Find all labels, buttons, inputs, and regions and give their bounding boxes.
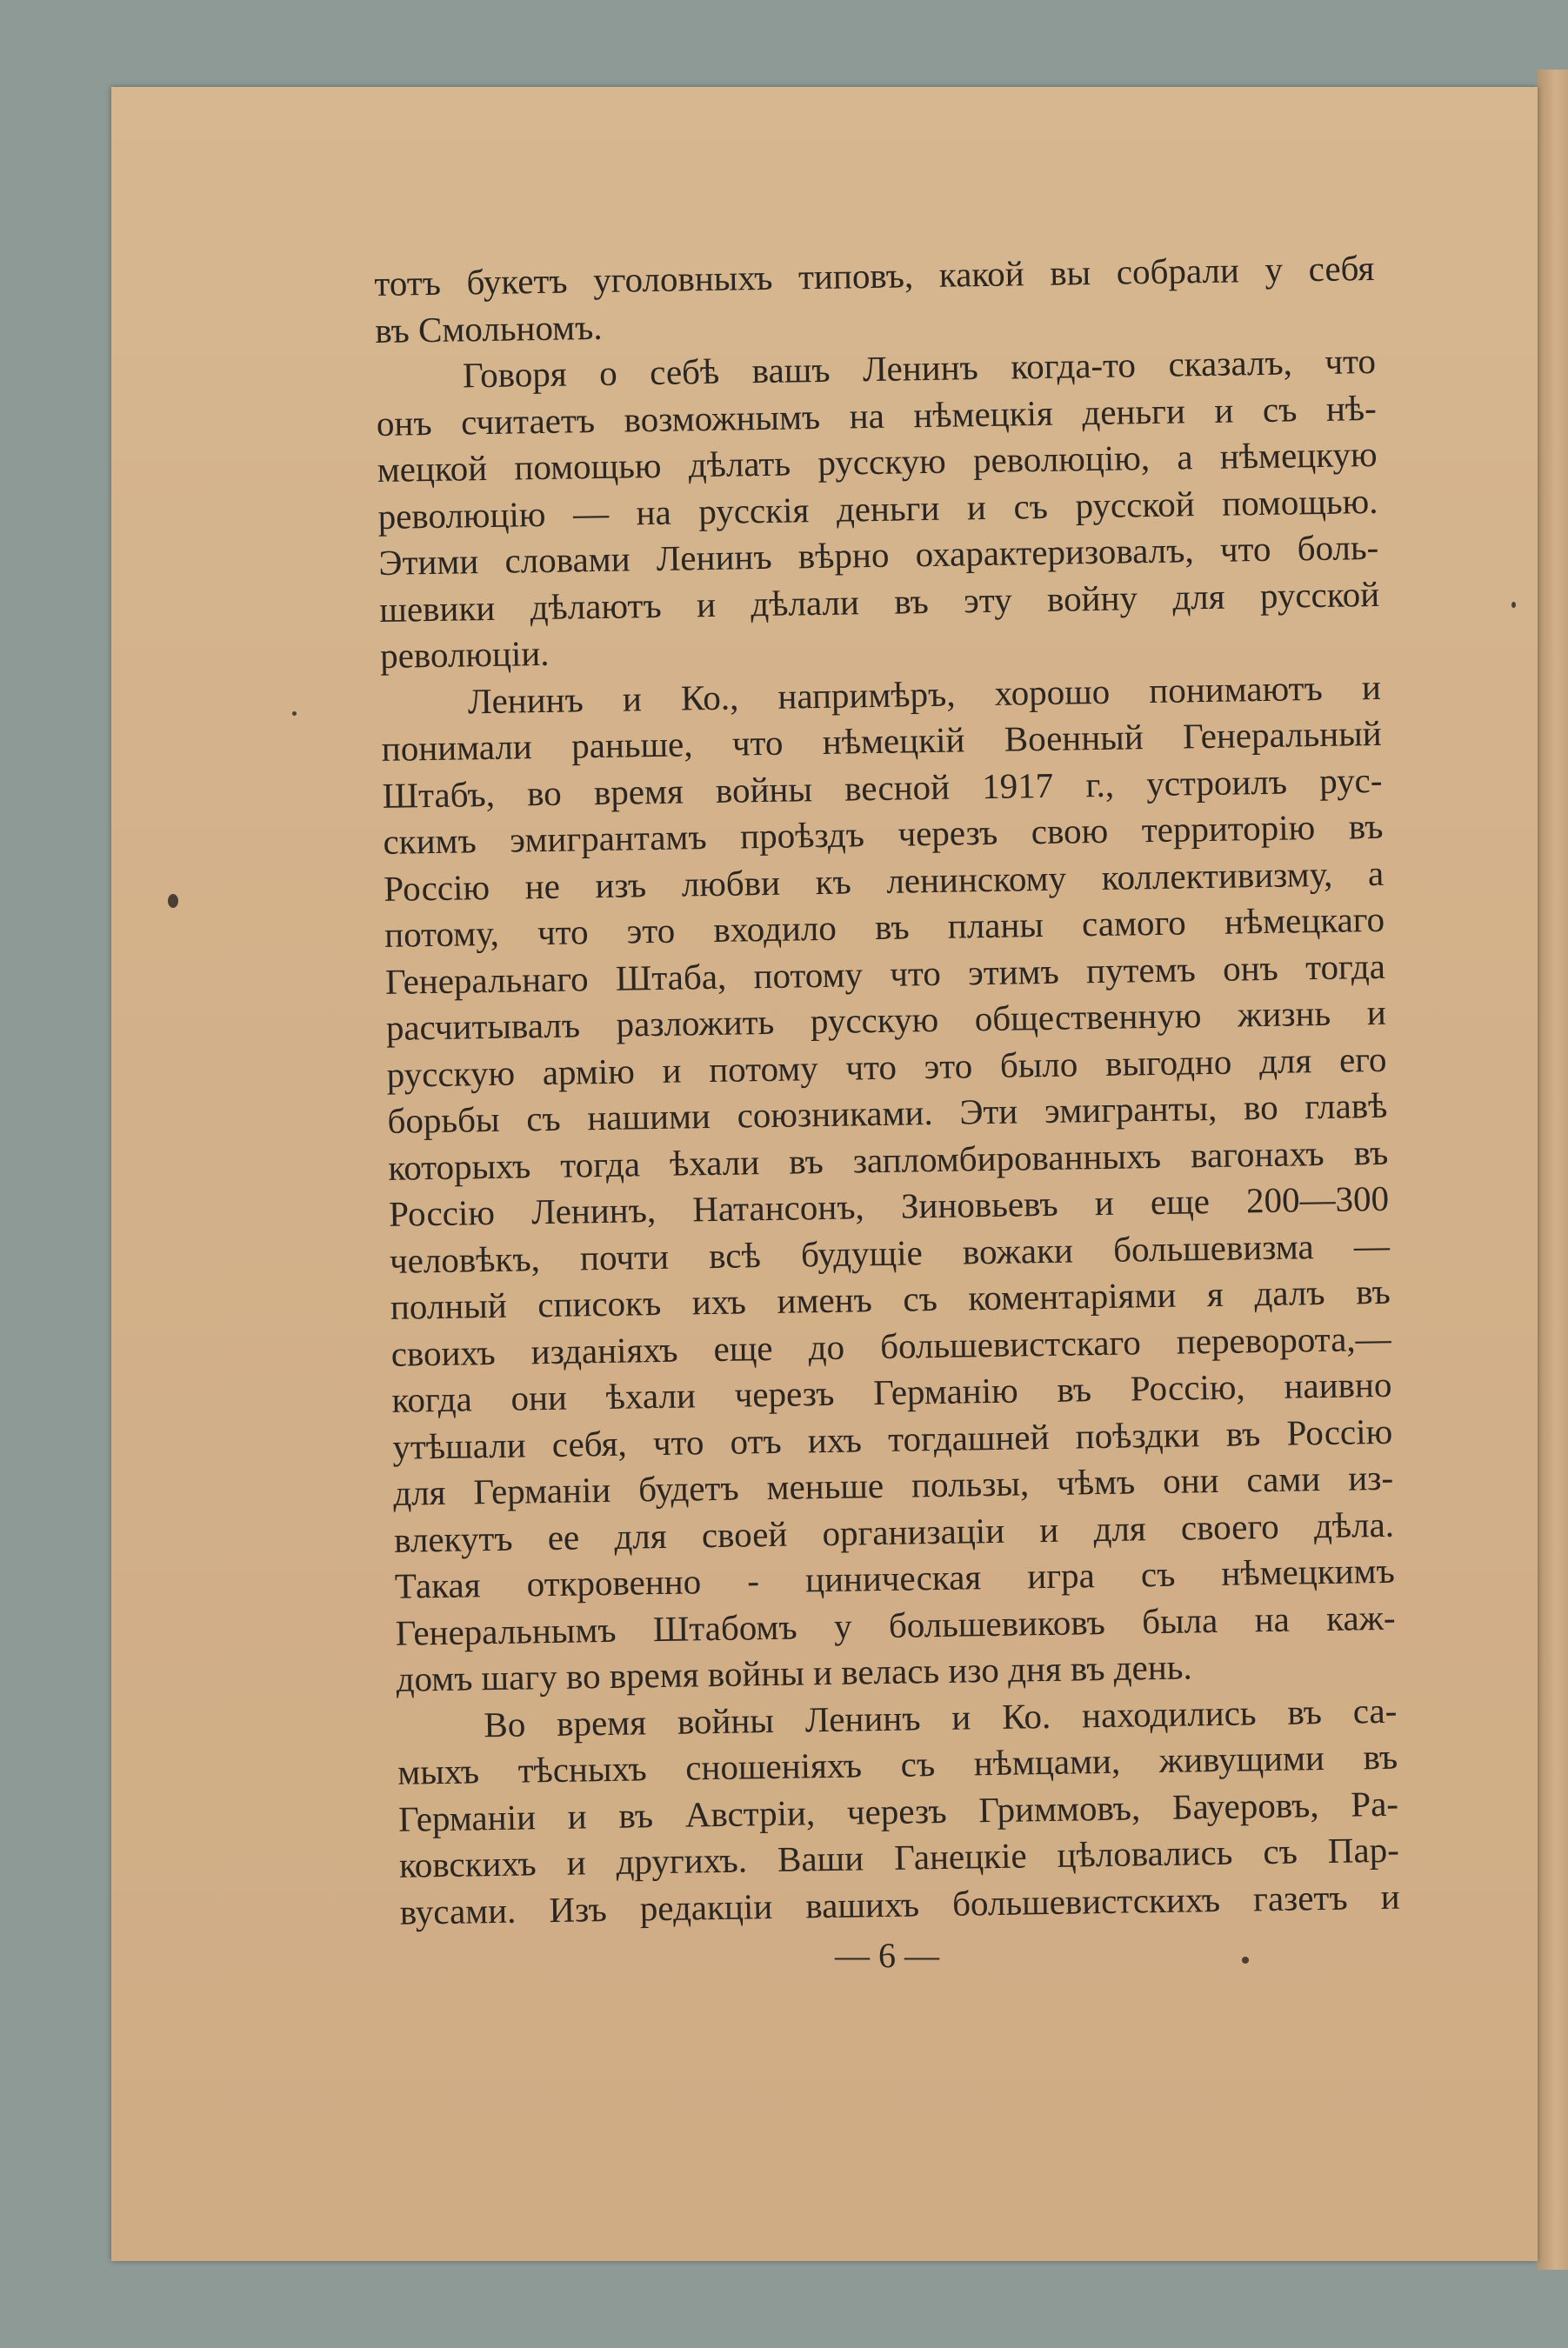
word: какой	[938, 253, 1024, 295]
word: сказалъ,	[1168, 342, 1293, 384]
word: боль-	[1297, 526, 1379, 569]
word: раньше,	[570, 724, 693, 766]
word: Ко.,	[680, 676, 739, 718]
word: русскую	[817, 440, 947, 484]
word: именъ	[777, 1279, 873, 1321]
word: и	[567, 1795, 588, 1837]
word: сами	[1246, 1458, 1321, 1500]
word: еще	[1150, 1181, 1211, 1223]
word: большевизма	[1112, 1225, 1314, 1270]
word: и	[1214, 389, 1234, 430]
word: тотъ	[374, 262, 442, 304]
word: я	[1206, 1273, 1224, 1315]
word: Ленинъ	[656, 536, 772, 578]
word: что	[537, 911, 589, 953]
word: русской	[1259, 573, 1380, 616]
word: 200—300	[1245, 1177, 1390, 1221]
page-number: — 6 —	[835, 1936, 939, 1975]
word: свою	[1031, 810, 1109, 852]
word: а	[1367, 852, 1385, 893]
word: еще	[713, 1327, 773, 1369]
word: и	[566, 1842, 586, 1883]
word: тогда	[559, 1143, 641, 1185]
word: помощью	[514, 444, 662, 488]
word: и	[662, 1050, 682, 1091]
word: возможнымъ	[624, 396, 821, 440]
word: мыхъ	[397, 1751, 480, 1792]
word: Изъ	[549, 1888, 608, 1930]
word: они	[510, 1377, 568, 1418]
word: которыхъ	[388, 1144, 531, 1188]
word: своей	[701, 1513, 788, 1555]
word: Россію	[383, 866, 490, 909]
word: они	[1162, 1459, 1219, 1501]
word: войну	[1046, 577, 1138, 619]
word: тогда	[1304, 945, 1386, 987]
word: и	[1094, 1182, 1115, 1224]
word: и	[1038, 1509, 1059, 1550]
word: почти	[579, 1236, 670, 1277]
word: Бауеровъ,	[1171, 1784, 1319, 1827]
word: рус-	[1318, 759, 1383, 801]
word: Германіи	[397, 1796, 537, 1839]
word: Ра-	[1350, 1783, 1399, 1824]
word: Ленинъ	[862, 347, 979, 390]
ink-speck	[1511, 602, 1516, 608]
word: что	[652, 1421, 704, 1463]
word: вожаки	[962, 1230, 1074, 1272]
word: ленинскому	[885, 857, 1067, 901]
word: хорошо	[994, 670, 1111, 713]
word: игра	[1026, 1555, 1096, 1597]
word: ихъ	[807, 1418, 863, 1460]
word: дѣла.	[1313, 1504, 1395, 1545]
word: Ваши	[777, 1838, 864, 1879]
word: проѣздъ	[739, 814, 865, 857]
word: жизнь	[1237, 992, 1331, 1035]
word: нѣмецкія	[913, 392, 1054, 435]
word: вы	[1049, 252, 1091, 293]
word: запломбированныхъ	[852, 1135, 1162, 1180]
word: скимъ	[383, 820, 477, 862]
word: съ	[1262, 388, 1298, 430]
word: русскую	[810, 998, 939, 1042]
ink-speck	[1242, 1957, 1249, 1964]
word: у	[1264, 249, 1284, 290]
word: сношеніяхъ	[684, 1744, 863, 1788]
word: большевистскаго	[879, 1321, 1142, 1366]
word: живущими	[1158, 1738, 1325, 1781]
word: эту	[963, 579, 1012, 620]
word: ихъ	[691, 1281, 747, 1323]
word: большевиковъ	[888, 1601, 1106, 1645]
word: считаетъ	[460, 399, 596, 442]
word: для	[614, 1515, 667, 1557]
word: —	[1353, 1224, 1391, 1265]
word: -	[746, 1560, 760, 1601]
word: Ленинъ	[467, 678, 584, 721]
word: въ	[1225, 1412, 1261, 1454]
word: войны	[677, 1699, 775, 1742]
word: въ	[874, 906, 910, 948]
word: до	[808, 1326, 845, 1367]
word: и	[1361, 666, 1382, 707]
word: типовъ,	[797, 255, 914, 297]
word: себя	[1308, 247, 1375, 290]
word: коментаріями	[968, 1274, 1177, 1318]
word: потому	[753, 953, 864, 996]
word: Ленинъ	[804, 1697, 921, 1739]
word: понимали	[381, 726, 533, 769]
text-line-content: домъ шагу во время войны и велась изо дня въ день.	[396, 1646, 1192, 1699]
word: разложить	[616, 1001, 775, 1044]
word: Натансонъ,	[691, 1186, 865, 1230]
word: г.,	[1085, 764, 1115, 804]
word: Штаба,	[615, 956, 727, 998]
word: будущіе	[800, 1231, 924, 1274]
word: ѣхали	[669, 1141, 760, 1184]
word: Ленинъ,	[530, 1190, 657, 1232]
word: не	[524, 865, 561, 906]
text-line-content: въ Смольномъ.	[374, 306, 603, 350]
word: русскія	[697, 489, 810, 531]
word: и	[622, 677, 643, 719]
word: откровенно	[526, 1561, 702, 1604]
word: словами	[504, 538, 631, 581]
adjacent-page-edge	[1538, 70, 1568, 2270]
word: и	[1380, 1876, 1400, 1917]
word: когда-то	[1010, 344, 1137, 387]
word: чѣмъ	[1056, 1461, 1136, 1503]
word: Генеральнаго	[384, 957, 589, 1002]
word: нашими	[586, 1096, 711, 1138]
word: устроилъ	[1145, 761, 1288, 804]
word: планы	[947, 904, 1044, 946]
word: съ	[903, 1277, 938, 1319]
word: во	[526, 772, 563, 813]
word: для	[392, 1471, 446, 1513]
word: его	[1338, 1038, 1387, 1080]
word: въ	[1355, 1271, 1391, 1312]
word: вусами.	[399, 1890, 517, 1932]
word: съ	[525, 1097, 561, 1139]
word: Германію	[872, 1370, 1018, 1413]
word: революцію	[377, 493, 546, 537]
word: главѣ	[1304, 1084, 1388, 1127]
word: къ	[815, 860, 852, 902]
word: букетъ	[466, 260, 568, 303]
word: любви	[681, 862, 781, 904]
word: черезъ	[897, 811, 998, 854]
word: этимъ	[967, 951, 1060, 992]
word: напримѣръ,	[777, 673, 956, 717]
word: въ	[1287, 1691, 1323, 1732]
word: что	[1219, 528, 1271, 570]
word: нѣмцами,	[973, 1740, 1121, 1784]
word: уголовныхъ	[592, 257, 773, 301]
word: тѣсныхъ	[517, 1748, 647, 1791]
word: наивно	[1284, 1364, 1392, 1406]
word: а	[1176, 437, 1193, 477]
ink-speck	[168, 894, 178, 908]
word: войны	[715, 768, 813, 810]
word: Россію,	[1130, 1366, 1246, 1409]
word: союзниками.	[737, 1092, 933, 1136]
word: для	[1093, 1507, 1147, 1549]
word: Такая	[394, 1564, 481, 1606]
word: каж-	[1325, 1597, 1396, 1638]
word: потому,	[384, 912, 500, 955]
word: пользы,	[911, 1463, 1030, 1505]
word: вашихъ	[804, 1883, 920, 1925]
word: циническая	[804, 1557, 982, 1600]
word: о	[598, 352, 617, 393]
word: въ	[618, 1794, 654, 1836]
word: расчитывалъ	[385, 1004, 581, 1048]
word: была	[1141, 1599, 1218, 1641]
word: и	[696, 584, 717, 624]
word: большевистскихъ	[951, 1878, 1221, 1924]
word: Этими	[378, 541, 479, 583]
word: —	[572, 492, 610, 533]
word: Эти	[958, 1091, 1018, 1132]
word: что	[889, 952, 942, 994]
word: утѣшали	[392, 1424, 526, 1467]
word: Во	[484, 1703, 526, 1744]
word: вагонахъ	[1190, 1132, 1324, 1175]
word: путемъ	[1085, 948, 1197, 991]
word: нѣмецкій	[822, 719, 965, 762]
word: находились	[1081, 1691, 1257, 1735]
word: русской	[1075, 483, 1195, 525]
word: ковскихъ	[398, 1843, 537, 1885]
word: онъ	[1222, 947, 1279, 989]
word: во	[1243, 1086, 1278, 1128]
word: цѣловались	[1057, 1831, 1233, 1875]
word: Австріи,	[684, 1791, 816, 1835]
word: въ	[788, 1140, 824, 1182]
word: эмигрантамъ	[509, 817, 707, 860]
word: весной	[844, 766, 951, 809]
word: организаціи	[822, 1510, 1005, 1553]
word: въ	[1348, 805, 1384, 847]
word: нѣ-	[1325, 387, 1378, 429]
word: коллективизму,	[1101, 853, 1333, 897]
word: Ганецкіе	[893, 1835, 1027, 1878]
word: списокъ	[537, 1282, 662, 1325]
word: Генеральнымъ	[395, 1609, 617, 1653]
word: охарактеризовалъ,	[915, 530, 1194, 575]
word: въ	[1353, 1131, 1389, 1172]
word: Германіи	[473, 1469, 611, 1512]
word: время	[556, 1701, 647, 1744]
word: русскую	[386, 1052, 516, 1095]
word: себя,	[551, 1423, 628, 1464]
word: когда	[391, 1378, 473, 1420]
word: Гриммовъ,	[978, 1786, 1141, 1830]
word: изданіяхъ	[530, 1329, 678, 1371]
word: черезъ	[734, 1372, 835, 1415]
word: для	[1258, 1039, 1312, 1081]
word: входило	[713, 907, 837, 950]
word: общественную	[974, 995, 1202, 1039]
word: меньше	[766, 1464, 884, 1508]
word: эмигранты,	[1044, 1087, 1218, 1131]
word: дѣлаютъ	[530, 584, 662, 627]
word: из-	[1347, 1457, 1394, 1498]
word: Ко.	[1001, 1695, 1051, 1737]
word: са-	[1352, 1690, 1398, 1731]
word: территорію	[1141, 807, 1316, 850]
word: другихъ.	[616, 1839, 748, 1882]
word: самого	[1081, 902, 1187, 944]
word: собрали	[1116, 250, 1240, 292]
word: что	[731, 722, 784, 764]
word: вашъ	[751, 349, 831, 391]
word: на	[636, 491, 672, 532]
word: потому	[708, 1047, 819, 1090]
word: вѣрно	[797, 534, 890, 577]
word: нѣмецкую	[1219, 433, 1378, 477]
word: на	[849, 395, 885, 436]
word: это	[924, 1044, 973, 1086]
word: полный	[390, 1284, 508, 1327]
word: всѣ	[708, 1234, 762, 1276]
word: тогдашней	[887, 1416, 1050, 1459]
word: съ	[1140, 1553, 1176, 1595]
word: 1917	[981, 764, 1054, 806]
word: понимаютъ	[1148, 667, 1324, 710]
word: дѣлать	[688, 443, 791, 485]
word: Россію	[388, 1191, 496, 1234]
word: влекутъ	[393, 1518, 513, 1560]
word: редакціи	[639, 1885, 773, 1928]
word: съ	[1263, 1831, 1298, 1872]
word: Россію	[1286, 1411, 1393, 1453]
word: Генеральный	[1182, 712, 1382, 757]
word: своихъ	[390, 1331, 496, 1374]
word: и	[1366, 991, 1387, 1033]
word: Военный	[1004, 717, 1144, 759]
word: съ	[1013, 485, 1049, 526]
word: шевики	[378, 587, 496, 630]
word: у	[833, 1605, 852, 1646]
word: нѣмецкаго	[1224, 898, 1385, 942]
word: это	[626, 910, 676, 951]
word: деньги	[1082, 390, 1186, 432]
body-text	[374, 245, 1400, 1936]
word: въ	[893, 580, 930, 622]
word: время	[593, 770, 684, 812]
word: изъ	[595, 864, 647, 905]
word: будетъ	[637, 1467, 739, 1510]
word: переворота,—	[1176, 1317, 1391, 1362]
word: что	[1324, 340, 1377, 382]
word: и	[951, 1696, 971, 1738]
word: борьбы	[387, 1098, 500, 1141]
word: отъ	[730, 1420, 782, 1462]
word: революцію,	[972, 437, 1151, 481]
word: мецкой	[377, 447, 488, 490]
ink-speck	[292, 711, 297, 716]
word: и	[966, 486, 987, 527]
word: армію	[542, 1050, 636, 1092]
word: для	[1171, 576, 1225, 617]
word: дѣлали	[750, 581, 860, 624]
word: своего	[1180, 1505, 1280, 1548]
word: на	[1254, 1598, 1291, 1639]
word: въ	[1363, 1736, 1398, 1778]
word: Штабъ,	[382, 773, 496, 816]
word: Штабомъ	[652, 1606, 797, 1649]
word: помощью.	[1221, 480, 1378, 524]
word: человѣкъ,	[389, 1237, 541, 1281]
word: съ	[900, 1744, 936, 1784]
text-line-content: революціи.	[379, 632, 550, 676]
word: что	[845, 1046, 897, 1088]
word: газетъ	[1252, 1877, 1348, 1918]
word: было	[999, 1043, 1078, 1085]
word: въ	[1057, 1369, 1092, 1410]
word: ѣхали	[605, 1375, 697, 1417]
word: поѣздки	[1075, 1413, 1200, 1456]
word: черезъ	[846, 1790, 948, 1832]
word: нѣмецкимъ	[1221, 1550, 1396, 1593]
word: Зиновьевъ	[900, 1183, 1058, 1226]
word: выгодно	[1104, 1041, 1232, 1084]
word: онъ	[376, 402, 432, 444]
word: деньги	[836, 487, 940, 530]
word: себѣ	[649, 350, 720, 393]
word: ее	[547, 1516, 580, 1558]
word: далъ	[1254, 1271, 1325, 1314]
word: Пар-	[1327, 1829, 1400, 1871]
word: Говоря	[462, 353, 567, 396]
